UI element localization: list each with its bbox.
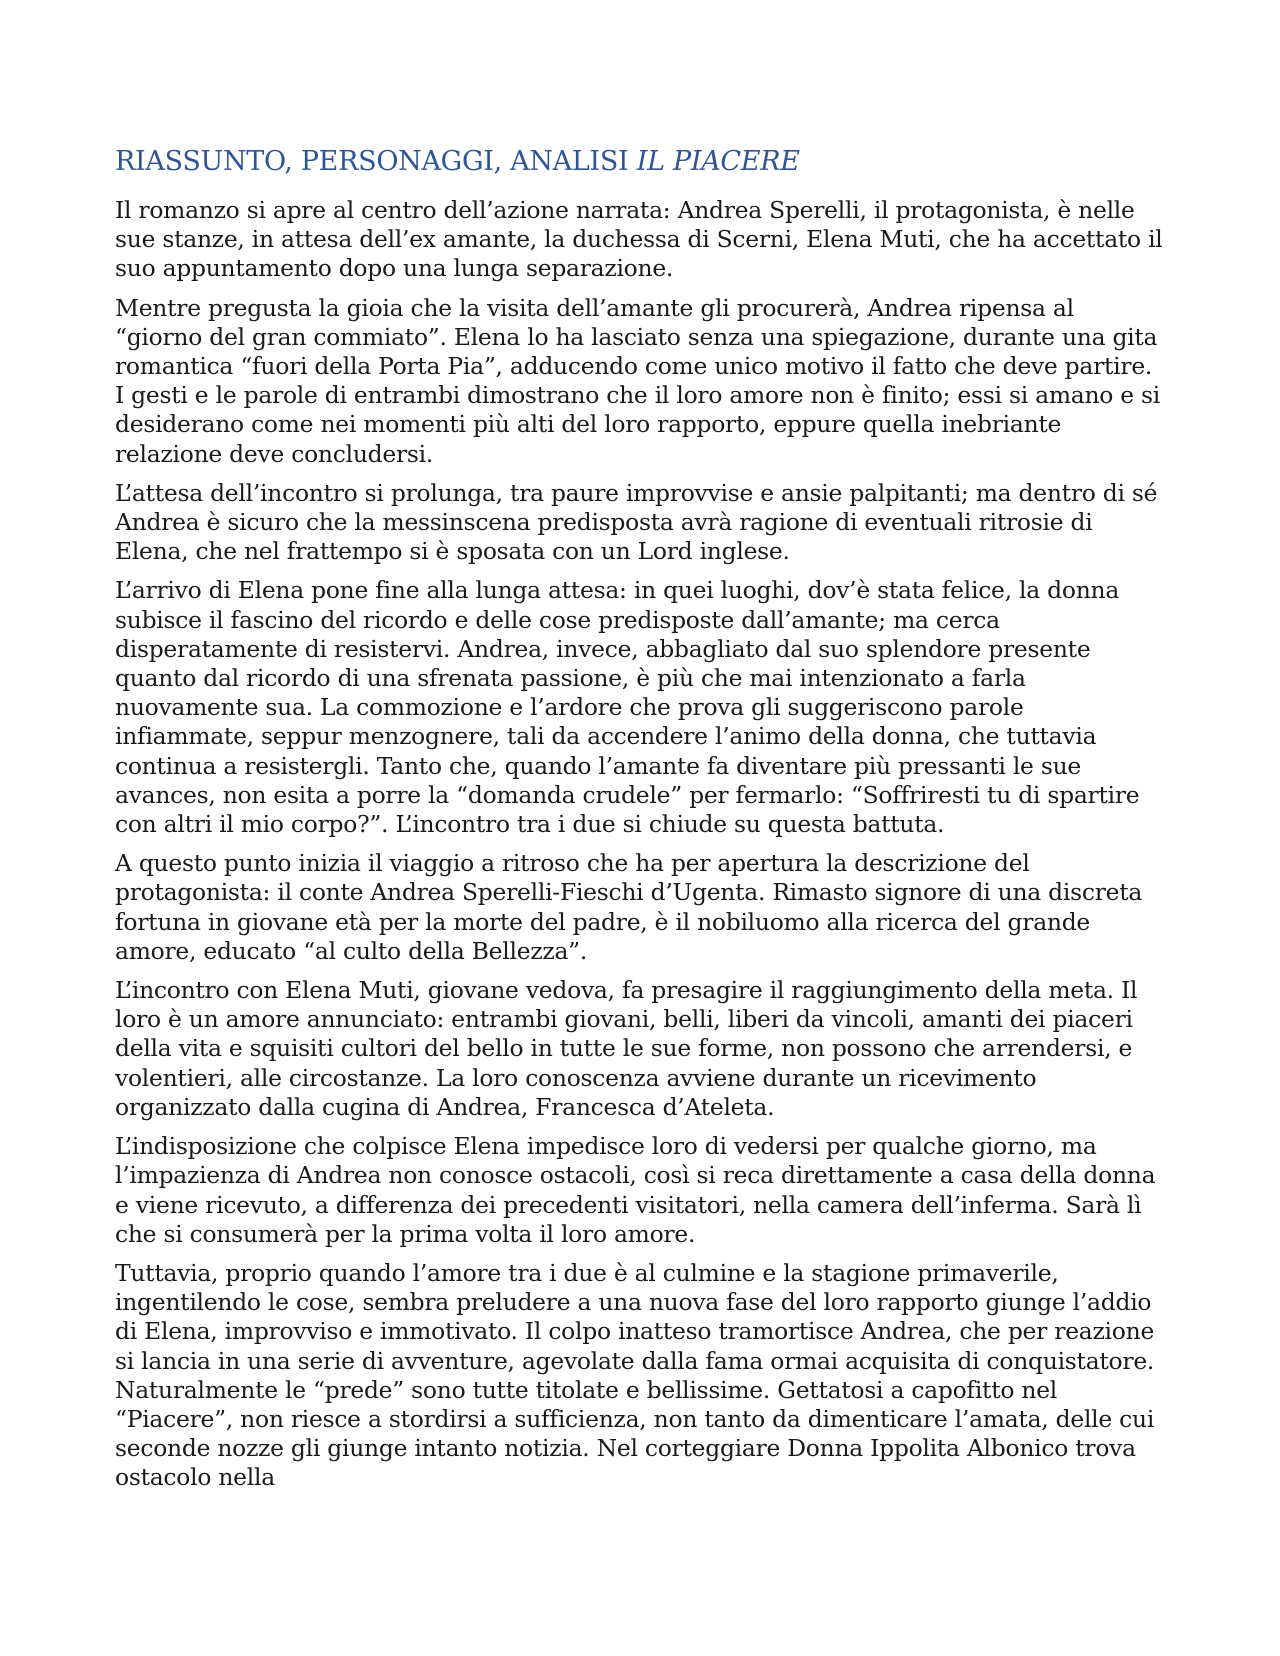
paragraph-1: Il romanzo si apre al centro dell’azione narrata: Andrea Sperelli, il protagonista, è nelle sue stanze, in attesa dell’ex amante, la duchessa di Scerni, Elena Muti, che ha accettato il suo appuntamento dopo una lunga separazione.: [115, 196, 1163, 283]
paragraph-7: L’indisposizione che colpisce Elena impedisce loro di vedersi per qualche giorno, ma l’impazienza di Andrea non conosce ostacoli, così si reca direttamente a casa della donna e viene ricevuto, a differenza dei precedenti visitatori, nella camera dell’inferma. Sarà lì che si consumerà per la prima volta il loro amore.: [115, 1132, 1156, 1248]
document-title: [115, 142, 1165, 182]
paragraph-3: L’attesa dell’incontro si prolunga, tra paure improvvise e ansie palpitanti; ma dentro di sé Andrea è sicuro che la messinscena predisposta avrà ragione di eventuali ritrosie di Elena, che nel frattempo si è sposata con un Lord inglese.: [115, 478, 1158, 566]
document-body: [115, 142, 1165, 1503]
title-italic-text: IL PIACERE: [636, 146, 800, 177]
paragraph-6: L’incontro con Elena Muti, giovane vedova, fa presagire il raggiungimento della meta. Il loro è un amore annunciato: entrambi giovani, belli, liberi da vincoli, amanti dei piaceri della vita e squisiti cultori del bello in tutte le sue forme, non possono che arrendersi, e volentieri, alle circostanze. La loro conoscenza avviene durante un ricevimento organizzato dalla cugina di Andrea, Francesca d’Ateleta.: [115, 976, 1138, 1121]
paragraph-4: L’arrivo di Elena pone fine alla lunga attesa: in quei luoghi, dov’è stata felice, la donna subisce il fascino del ricordo e delle cose predisposte dall’amante; ma cerca disperatamente di resistervi. Andrea, invece, abbagliato dal suo splendore presente quanto dal ricordo di una sfrenata passione, è più che mai intenzionato a farla nuovamente sua. La commozione e l’ardore che prova gli suggeriscono parole infiammate, seppur menzognere, tali da accendere l’animo della donna, che tuttavia continua a resistergli. Tanto che, quando l’amante fa diventare più pressanti le sue avances, non esita a porre la “domanda crudele” per fermarlo: “Soffriresti tu di spartire con altri il mio corpo?”. L’incontro tra i due si chiude su questa battuta.: [115, 576, 1140, 839]
paragraph-2: Mentre pregusta la gioia che la visita dell’amante gli procurerà, Andrea ripensa al “giorno del gran commiato”. Elena lo ha lasciato senza una spiegazione, durante una gita romantica “fuori della Porta Pia”, adducendo come unico motivo il fatto che deve partire. I gesti e le parole di entrambi dimostrano che il loro amore non è finito; essi si amano e si desiderano come nei momenti più alti del loro rapporto, eppure quella inebriante relazione deve concludersi.: [115, 293, 1161, 468]
paragraph-8: Tuttavia, proprio quando l’amore tra i due è al culmine e la stagione primaverile, ingentilendo le cose, sembra preludere a una nuova fase del loro rapporto giunge l’addio di Elena, improvviso e immotivato. Il colpo inatteso tramortisce Andrea, che per reazione si lancia in una serie di avventure, agevolate dalla fama ormai acquisita di conquistatore. Naturalmente le “prede” sono tutte titolate e bellissime. Gettatosi a capofitto nel “Piacere”, non riesce a stordirsi a sufficienza, non tanto da dimenticare l’amata, delle cui seconde nozze gli giunge intanto notizia. Nel corteggiare Donna Ippolita Albonico trova ostacolo nella: [115, 1258, 1155, 1492]
title-main-text: RIASSUNTO, PERSONAGGI, ANALISI: [115, 146, 637, 177]
paragraph-5: A questo punto inizia il viaggio a ritroso che ha per apertura la descrizione del protagonista: il conte Andrea Sperelli-Fieschi d’Ugenta. Rimasto signore di una discreta fortuna in giovane età per la morte del padre, è il nobiluomo alla ricerca del grande amore, educato “al culto della Bellezza”.: [115, 849, 1143, 965]
